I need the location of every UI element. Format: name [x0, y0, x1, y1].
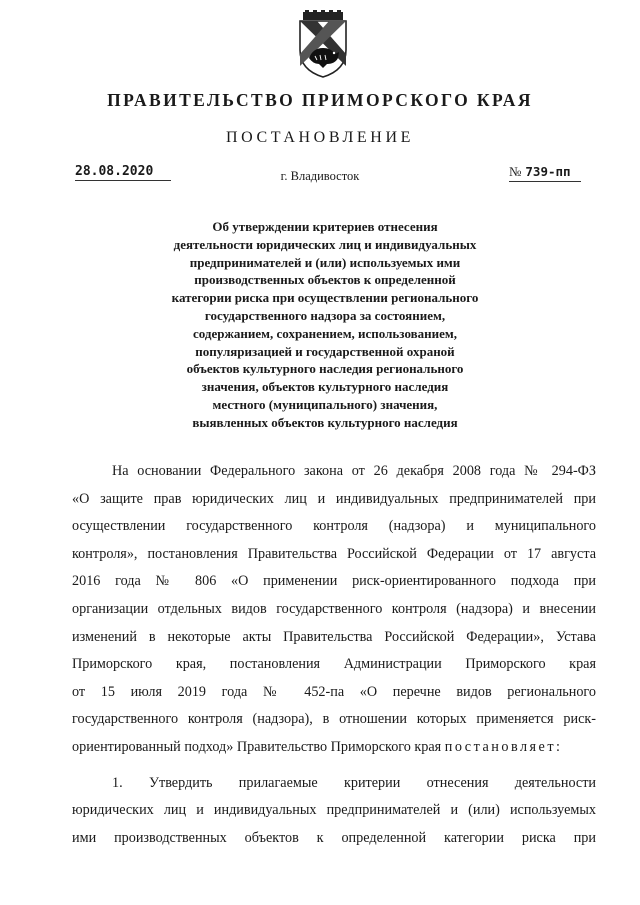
subject-line: объектов культурного наследия регионального: [186, 361, 464, 377]
number-value: 739-пп: [525, 164, 571, 179]
body-line: организации отдельных видов государственного контроля (надзора) и внесении: [72, 600, 596, 617]
body-line: 1. Утвердить прилагаемые критерии отнесения деятельности: [112, 774, 596, 791]
subject-line: предпринимателей и (или) используемых ими: [189, 254, 461, 270]
subject-line: выявленных объектов культурного наследия: [192, 414, 458, 430]
number-sign-label: №: [509, 164, 522, 179]
body-line: юридических лиц и индивидуальных предпринимателей и (или) используемых: [72, 802, 596, 819]
document-type-title: ПОСТАНОВЛЕНИЕ: [226, 129, 414, 146]
body-line: изменений в некоторые акты Правительства Российской Федерации», Устава: [72, 628, 596, 645]
resolution-word: постановляет:: [444, 738, 563, 755]
subject-line: местного (муниципального) значения,: [212, 396, 438, 412]
subject-line: значения, объектов культурного наследия: [201, 379, 449, 395]
body-line: государственного контроля (надзора), в отношении которых применяется риск-: [72, 711, 596, 728]
body-line: осуществлении государственного контроля (надзора) и муниципального: [72, 518, 596, 535]
coat-of-arms-tiger-icon: [297, 10, 349, 78]
body-line: «О защите прав юридических лиц и индивидуальных предпринимателей при: [72, 490, 596, 507]
subject-line: производственных объектов к определенной: [194, 272, 456, 288]
document-city: г. Владивосток: [280, 169, 360, 183]
subject-line: категории риска при осуществлении регионального: [171, 290, 479, 306]
document-body: [72, 458, 596, 852]
document-date: 28.08.2020: [75, 164, 171, 181]
body-line: от 15 июля 2019 года № 452-па «О перечне видов регионального: [72, 683, 596, 700]
subject-line: деятельности юридических лиц и индивидуальных: [173, 236, 477, 252]
document-subject: [140, 218, 510, 432]
body-line: 2016 года № 806 «О применении риск-ориентированного подхода при: [72, 573, 596, 590]
document-number: [509, 164, 581, 182]
subject-line: государственного надзора за состоянием,: [204, 307, 446, 323]
body-line-final: [72, 734, 596, 762]
subject-line: популяризацией и государственной охраной: [195, 343, 455, 359]
body-line-final-text: ориентированный подход» Правительство Приморского края: [72, 738, 445, 755]
body-line: На основании Федерального закона от 26 декабря 2008 года № 294-ФЗ: [112, 463, 596, 479]
body-line: Приморского края, постановления Администрации Приморского края: [72, 656, 596, 673]
subject-line: содержанием, сохранением, использованием,: [193, 325, 457, 341]
body-line: контроля», постановления Правительства Российской Федерации от 17 августа: [72, 545, 596, 562]
organization-title: ПРАВИТЕЛЬСТВО ПРИМОРСКОГО КРАЯ: [107, 90, 533, 110]
subject-line: Об утверждении критериев отнесения: [212, 219, 438, 234]
body-line: ими производственных объектов к определенной категории риска при: [72, 829, 596, 846]
